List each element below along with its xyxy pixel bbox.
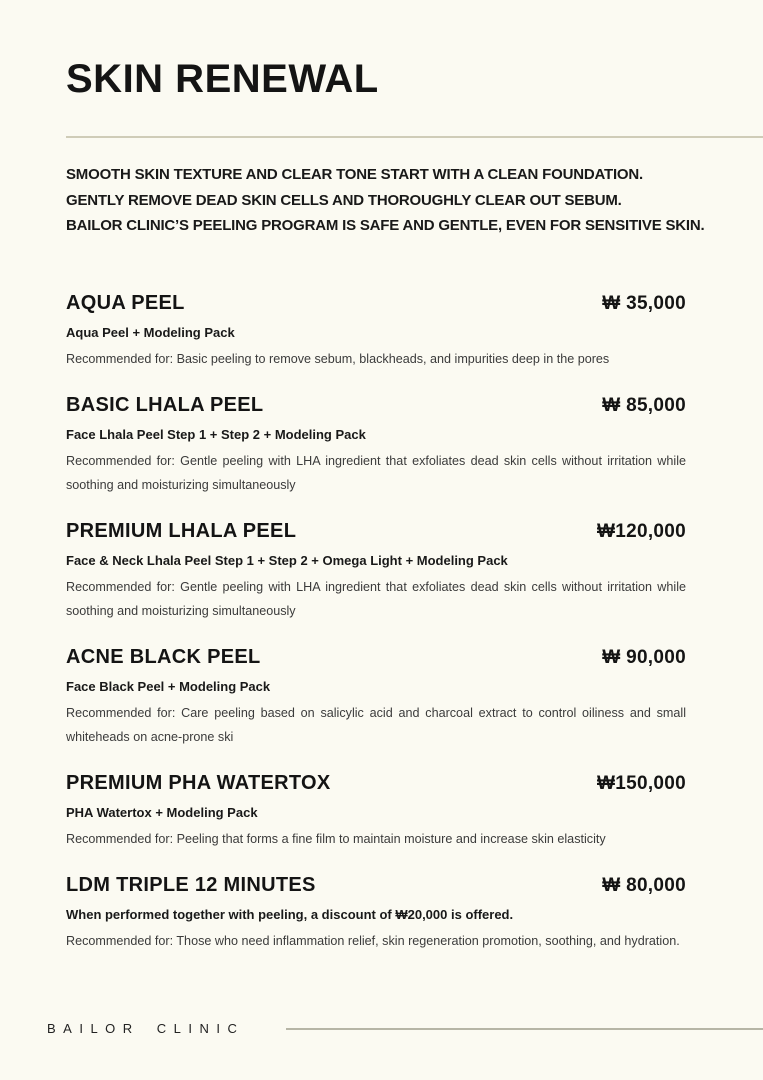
intro-line: GENTLY REMOVE DEAD SKIN CELLS AND THOROUGHLY CLEAR OUT SEBUM. (66, 191, 622, 209)
intro-line: SMOOTH SKIN TEXTURE AND CLEAR TONE START WITH A CLEAN FOUNDATION. (66, 166, 643, 183)
service-item (66, 645, 686, 749)
service-name: BASIC LHALA PEEL (66, 393, 264, 416)
service-header-row (66, 873, 686, 898)
service-price: ₩150,000 (596, 772, 686, 794)
service-subtitle: Face & Neck Lhala Peel Step 1 + Step 2 + Omega Light + Modeling Pack (66, 552, 508, 568)
service-item (66, 873, 686, 953)
service-description: Recommended for: Those who need inflammation relief, skin regeneration promotion, soothing, and hydration. (66, 933, 680, 948)
footer-brand: BAILOR CLINIC (47, 1021, 245, 1036)
service-name: PREMIUM LHALA PEEL (66, 519, 297, 542)
service-header-row (66, 393, 686, 418)
service-name: PREMIUM PHA WATERTOX (66, 771, 331, 794)
service-description: Recommended for: Gentle peeling with LHA ingredient that exfoliates dead skin cells without irritation while soothing and moisturizing simultaneously (66, 579, 686, 618)
service-description: Recommended for: Peeling that forms a fine film to maintain moisture and increase skin elasticity (66, 831, 606, 846)
service-item (66, 393, 686, 497)
service-price: ₩ 85,000 (602, 394, 686, 416)
footer-divider (286, 1028, 763, 1030)
page-title: SKIN RENEWAL (66, 57, 379, 101)
service-header-row (66, 645, 686, 670)
service-price: ₩ 35,000 (602, 292, 686, 314)
service-description: Recommended for: Care peeling based on salicylic acid and charcoal extract to control oiliness and small whiteheads on acne-prone ski (66, 705, 686, 744)
service-description: Recommended for: Gentle peeling with LHA ingredient that exfoliates dead skin cells without irritation while soothing and moisturizing simultaneously (66, 453, 686, 492)
service-name: AQUA PEEL (66, 291, 185, 314)
service-price: ₩ 80,000 (602, 874, 686, 896)
service-price: ₩ 90,000 (602, 646, 686, 668)
service-subtitle: PHA Watertox + Modeling Pack (66, 804, 258, 820)
service-subtitle: Face Lhala Peel Step 1 + Step 2 + Modeling Pack (66, 426, 366, 442)
services-list (66, 291, 686, 953)
service-subtitle: Aqua Peel + Modeling Pack (66, 324, 235, 340)
intro-paragraph (66, 162, 763, 239)
top-divider (66, 136, 763, 138)
service-price: ₩120,000 (596, 520, 686, 542)
service-header-row (66, 291, 686, 316)
service-item (66, 519, 686, 623)
service-item (66, 291, 686, 371)
intro-line: BAILOR CLINIC’S PEELING PROGRAM IS SAFE AND GENTLE, EVEN FOR SENSITIVE SKIN. (66, 217, 705, 235)
service-description: Recommended for: Basic peeling to remove sebum, blackheads, and impurities deep in the pores (66, 351, 610, 366)
service-subtitle: Face Black Peel + Modeling Pack (66, 678, 271, 694)
footer (47, 1020, 763, 1038)
service-item (66, 771, 686, 851)
service-name: ACNE BLACK PEEL (66, 645, 261, 668)
service-subtitle: When performed together with peeling, a discount of ₩20,000 is offered. (66, 906, 514, 922)
service-header-row (66, 771, 686, 796)
service-header-row (66, 519, 686, 544)
service-name: LDM TRIPLE 12 MINUTES (66, 873, 316, 896)
